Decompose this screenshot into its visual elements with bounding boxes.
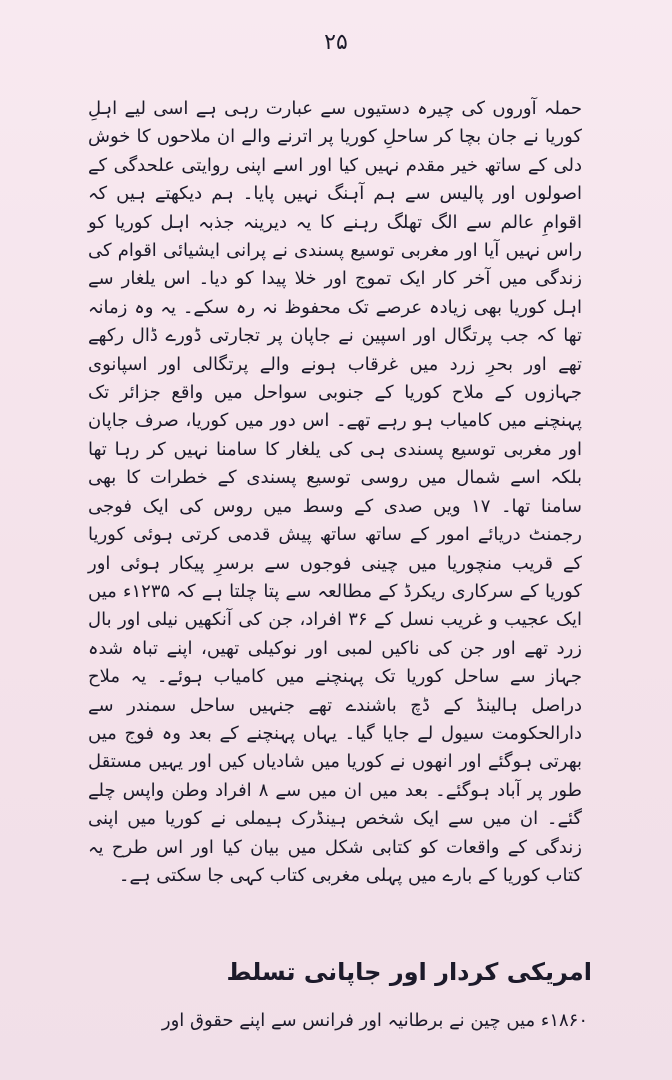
paragraph-text: حملہ آوروں کی چیرہ دستیوں سے عبارت رہی ہے اسی لیے اہلِ کوریا نے جان بچا کر ساحلِ کوریا پر اترنے والے ان ملاحوں کا خوش دلی کے ساتھ خیر مقدم نہیں کیا اور اسے اپنی روایتی علحدگی کے اصولوں اور پالیس سے ہم آہنگ نہیں پایا۔ ہم دیکھتے ہیں کہ اقوامِ عالم سے الگ تھلگ رہنے کا یہ دیرینہ جذبہ اہل کوریا کو راس نہیں آیا اور مغربی توسیع پسندی نے پرانی ایشیائی اقوام کی زندگی میں آخر کار ایک تموج اور خلا پیدا کو دیا۔ اس یلغار سے اہل کوریا بھی زیادہ عرصے تک محفوظ نہ رہ سکے۔ یہ وہ زمانہ تھا کہ جب پرتگال اور اسپین نے جاپان پر تجارتی ڈورے ڈال رکھے تھے اور بحرِ زرد میں غرقاب ہونے والے پرتگالی اور اسپانوی جہازوں کے ملاح کوریا کے جنوبی سواحل میں واقع جزائر تک پہنچنے میں کامیاب ہو رہے تھے۔ اس دور میں کوریا، صرف جاپان اور مغربی توسیع پسندی ہی کی یلغار کا سامنا نہیں کر رہا تھا بلکہ اسے شمال میں روسی توسیع پسندی کے خطرات کا بھی سامنا تھا۔ ۱۷ ویں صدی کے وسط میں روس کی ایک فوجی رجمنٹ دریائے امور کے ساتھ ساتھ پیش قدمی کرتی ہوئی کوریا کے قریب منچوریا میں چینی فوجوں سے برسرِ پیکار ہوئی اور کوریا کے سرکاری ریکرڈ کے مطالعہ سے پتا چلتا ہے کہ ۱۲۳۵ء میں ایک عجیب و غریب نسل کے ۳۶ افراد، جن کی آنکھیں نیلی اور بال زرد تھے اور جن کی ناکیں لمبی اور نوکیلی تھیں، اپنے تباہ شدہ جہاز سے ساحل کوریا تک پہنچنے میں کامیاب ہوئے۔ یہ ملاح دراصل ہالینڈ کے ڈچ باشندے تھے جنہیں ساحل سمندر سے دارالحکومت سیول لے جایا گیا۔ یہاں پہنچنے کے بعد وہ فوج میں بھرتی ہوگئے اور انھوں نے کوریا میں شادیاں کیں اور یہیں مستقل طور پر آباد ہوگئے۔ بعد میں ان میں سے ۸ افراد وطن واپس چلے گئے۔ ان میں سے ایک شخص ہینڈرک ہیملی نے کوریا میں اپنی زندگی کے واقعات کو کتابی شکل میں بیان کیا اور اس طرح یہ کتاب کوریا کے بارے میں پہلی مغربی کتاب کہی جا سکتی ہے۔ (88, 98, 582, 886)
next-paragraph-line: ۱۸۶۰ء میں چین نے برطانیہ اور فرانس سے اپنے حقوق اور (161, 1010, 588, 1031)
section-heading: امریکی کردار اور جاپانی تسلط (226, 958, 592, 986)
page-number: ۲۵ (324, 30, 348, 55)
body-paragraph (88, 95, 582, 890)
